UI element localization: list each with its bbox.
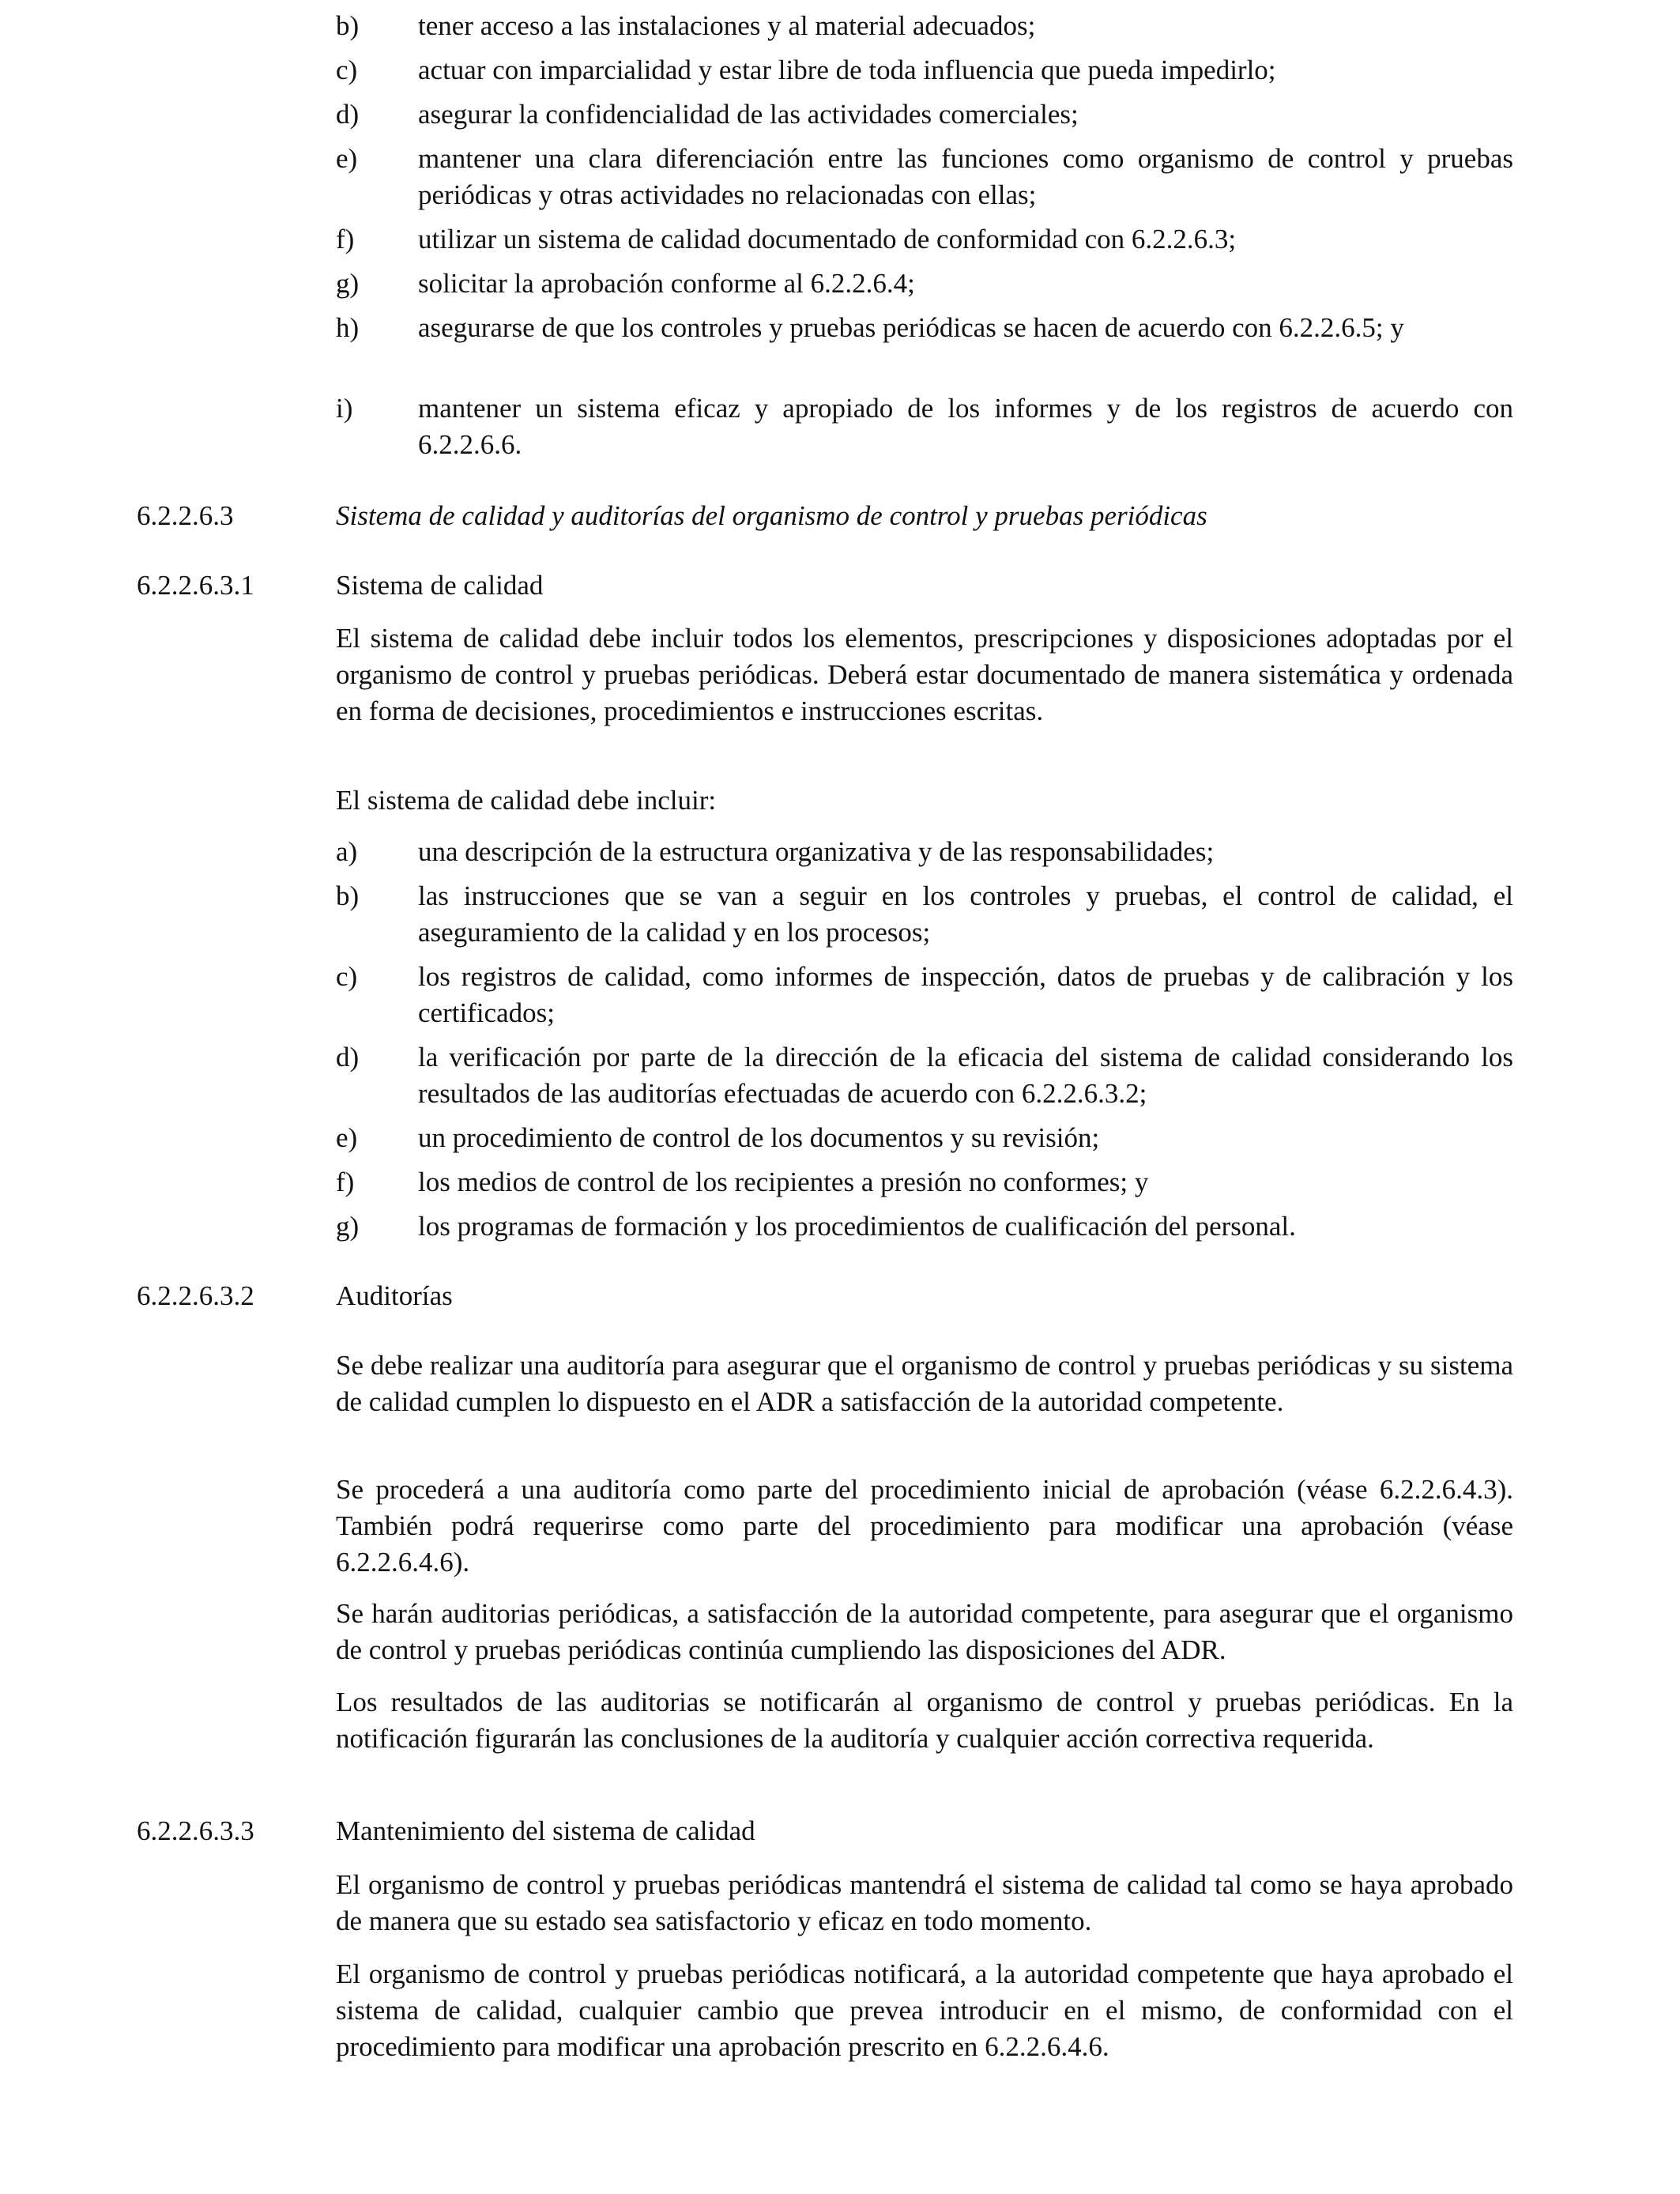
list-marker: i) xyxy=(336,393,353,424)
list-item xyxy=(336,834,1513,870)
list-text: tener acceso a las instalaciones y al material adecuados; xyxy=(418,10,1036,41)
section-number: 6.2.2.6.3.3 xyxy=(137,1815,254,1846)
paragraph: Los resultados de las auditorias se notificarán al organismo de control y pruebas periódicas. En la notificación figurarán las conclusiones de la auditoría y cualquier acción correctiva requerida. xyxy=(336,1687,1513,1754)
paragraph: El organismo de control y pruebas periódicas notificará, a la autoridad competente que haya aprobado el sistema de calidad, cualquier cambio que prevea introducir en el mismo, de conformidad con el procedimiento para modificar una aprobación prescrito en 6.2.2.6.4.6. xyxy=(336,1958,1513,2062)
list-item xyxy=(336,221,1513,258)
list-marker: c) xyxy=(336,55,358,85)
list-item xyxy=(336,390,1513,463)
list-marker: g) xyxy=(336,1211,360,1242)
list-marker: e) xyxy=(336,143,358,174)
list-item xyxy=(336,141,1513,213)
list-item xyxy=(336,1208,1513,1245)
list-item xyxy=(336,52,1513,89)
list-text: una descripción de la estructura organizativa y de las responsabilidades; xyxy=(418,836,1215,867)
list-marker: g) xyxy=(336,268,360,299)
list-item xyxy=(336,959,1513,1031)
list-item xyxy=(336,1164,1513,1201)
list-item xyxy=(336,1120,1513,1156)
list-marker: a) xyxy=(336,836,358,867)
paragraph: Se procederá a una auditoría como parte del procedimiento inicial de aprobación (véase 6.2.2.6.4.3). También podrá requerirse como parte del procedimiento para modificar una aprobación (véase 6.2.2.6.4.6). xyxy=(336,1474,1513,1578)
list-item xyxy=(336,266,1513,302)
list-text: los medios de control de los recipientes a presión no conformes; y xyxy=(418,1167,1149,1197)
list-item xyxy=(336,1039,1513,1112)
list-text: la verificación por parte de la dirección de la eficacia del sistema de calidad considerando los resultados de las auditorías efectuadas de acuerdo con 6.2.2.6.3.2; xyxy=(418,1042,1513,1109)
paragraph: Se debe realizar una auditoría para asegurar que el organismo de control y pruebas periódicas y su sistema de calidad cumplen lo dispuesto en el ADR a satisfacción de la autoridad competente. xyxy=(336,1350,1513,1417)
list-marker: b) xyxy=(336,880,360,911)
list-item xyxy=(336,8,1513,44)
list-marker: d) xyxy=(336,1042,360,1072)
list-text: utilizar un sistema de calidad documentado de conformidad con 6.2.2.6.3; xyxy=(418,224,1237,254)
list-marker: d) xyxy=(336,99,360,130)
list-item xyxy=(336,310,1513,346)
section-number: 6.2.2.6.3 xyxy=(137,500,234,531)
list-text: los programas de formación y los procedimientos de cualificación del personal. xyxy=(418,1211,1296,1242)
list-marker: c) xyxy=(336,961,358,992)
list-marker: b) xyxy=(336,10,360,41)
list-marker: f) xyxy=(336,224,355,254)
list-text: un procedimiento de control de los documentos y su revisión; xyxy=(418,1122,1100,1153)
section-number: 6.2.2.6.3.2 xyxy=(137,1280,254,1311)
paragraph: Se harán auditorias periódicas, a satisfacción de la autoridad competente, para asegurar que el organismo de control y pruebas periódicas continúa cumpliendo las disposiciones del ADR. xyxy=(336,1598,1513,1665)
list-text: las instrucciones que se van a seguir en los controles y pruebas, el control de calidad, el aseguramiento de la calidad y en los procesos; xyxy=(418,880,1513,948)
section-title: Auditorías xyxy=(336,1280,453,1311)
paragraph: El sistema de calidad debe incluir todos los elementos, prescripciones y disposiciones adoptadas por el organismo de control y pruebas periódicas. Deberá estar documentado de manera sistemática y ordenada en forma de decisiones, procedimientos e instrucciones escritas. xyxy=(336,623,1513,726)
list-text: solicitar la aprobación conforme al 6.2.2.6.4; xyxy=(418,268,915,299)
list-marker: e) xyxy=(336,1122,358,1153)
list-item xyxy=(336,878,1513,951)
list-marker: h) xyxy=(336,312,360,343)
section-title: Mantenimiento del sistema de calidad xyxy=(336,1815,755,1846)
paragraph: El sistema de calidad debe incluir: xyxy=(336,785,717,816)
list-text: asegurar la confidencialidad de las actividades comerciales; xyxy=(418,99,1079,130)
section-number: 6.2.2.6.3.1 xyxy=(137,570,254,601)
list-text: actuar con imparcialidad y estar libre de toda influencia que pueda impedirlo; xyxy=(418,55,1276,85)
list-text: mantener un sistema eficaz y apropiado de los informes y de los registros de acuerdo con 6.2.2.6.6. xyxy=(418,393,1513,460)
list-item xyxy=(336,96,1513,133)
list-marker: f) xyxy=(336,1167,355,1197)
list-text: asegurarse de que los controles y pruebas periódicas se hacen de acuerdo con 6.2.2.6.5; y xyxy=(418,312,1404,343)
list-text: los registros de calidad, como informes de inspección, datos de pruebas y de calibración y los certificados; xyxy=(418,961,1513,1028)
section-title: Sistema de calidad y auditorías del organismo de control y pruebas periódicas xyxy=(336,500,1207,531)
list-text: mantener una clara diferenciación entre las funciones como organismo de control y pruebas periódicas y otras actividades no relacionadas con ellas; xyxy=(418,143,1513,210)
paragraph: El organismo de control y pruebas periódicas mantendrá el sistema de calidad tal como se haya aprobado de manera que su estado sea satisfactorio y eficaz en todo momento. xyxy=(336,1869,1513,1936)
section-title: Sistema de calidad xyxy=(336,570,544,601)
